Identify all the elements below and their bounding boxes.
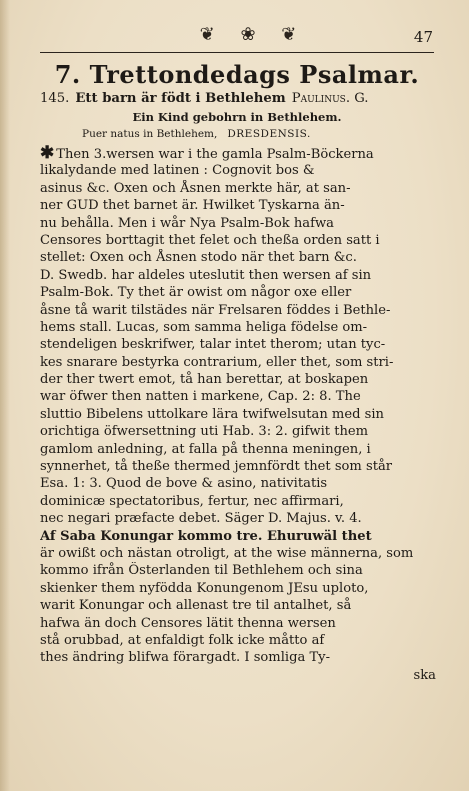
text-line: D. Swedb. har aldeles uteslutit then wersen af sin	[40, 267, 372, 283]
text-line: kommo ifrån Österlanden til Bethlehem och sina	[40, 563, 363, 579]
asterisk-icon: ✱	[40, 145, 55, 163]
page-number: 47	[413, 28, 433, 46]
text-line: war öfwer then natten i markene, Cap. 2: 8. The	[40, 389, 361, 405]
text-line: hems stall. Lucas, som samma heliga födelse om-	[40, 319, 368, 335]
text-line: ner GUD thet barnet är. Hwilket Tyskarna än-	[40, 198, 345, 214]
text-line: synnerhet, tå theße thermed jemnfördt thet som står	[40, 459, 393, 475]
text-line: ✱ Then 3.wersen war i the gamla Psalm-Böckerna	[40, 145, 374, 163]
text-line: Psalm-Bok. Ty thet är owist om någor oxe eller	[40, 285, 352, 301]
german-title: Ein Kind gebohrn in Bethlehem.	[132, 110, 342, 124]
text-line: stå orubbad, at enfaldigt folk icke måtto af	[40, 632, 325, 648]
hymn-title: Ett barn är födt i Bethlehem	[75, 91, 286, 106]
text-line: nec negari præfacte debet. Säger D. Majus. v. 4.	[40, 511, 362, 527]
chapter-title: 7. Trettondedags Psalmar.	[54, 60, 420, 89]
commentary-text	[40, 145, 436, 684]
text-line: nu behålla. Men i wår Nya Psalm-Bok hafwa	[40, 215, 334, 231]
text-line: orichtiga öfwersettning uti Hab. 3: 2. gifwit them	[40, 424, 369, 440]
text-line: stellet: Oxen och Åsnen stodo när thet barn &c.	[40, 250, 357, 266]
text-line: skienker them nyfödda Konungenom JEsu uploto,	[40, 580, 369, 596]
text-line: stendeligen beskrifwer, talar intet therom; utan tyc-	[40, 337, 386, 353]
text-line: der ther twert emot, tå han berettar, at boskapen	[40, 372, 369, 388]
text-line: likalydande med latinen : Cognovit bos &	[40, 163, 315, 179]
text-line: är owißt och nästan otroligt, at the wise männerna, som	[40, 545, 414, 561]
header-rule	[40, 52, 434, 53]
latin-title-line	[82, 128, 422, 140]
page-gutter-shadow	[0, 0, 10, 791]
hymn-number: 145.	[40, 91, 70, 106]
text-line: åsne tå warit tilstädes när Frelsaren föddes i Bethle-	[40, 302, 391, 318]
latin-title: Puer natus in Bethlehem,	[82, 128, 218, 140]
text-line: sluttio Bibelens uttolkare lära twifwelsutan med sin	[40, 406, 384, 422]
text-line: Esa. 1: 3. Quod de bove & asino, nativitatis	[40, 476, 328, 492]
text-line: asinus &c. Oxen och Åsnen merkte här, at san-	[40, 180, 351, 196]
text-line: hafwa än doch Censores lätit thenna wersen	[40, 615, 336, 631]
text-line: Af Saba Konungar kommo tre. Ehuruwäl thet	[40, 528, 372, 544]
text-line: Censores borttagit thet felet och theßa orden satt i	[40, 232, 380, 248]
latin-source: DRESDENSIS.	[227, 128, 311, 140]
catchword: ska	[413, 667, 436, 683]
text-line: dominicæ spectatoribus, fertur, nec affirmari,	[40, 493, 344, 509]
text-line: thes ändring blifwa förargadt. I somliga Ty-	[40, 650, 330, 666]
text-line: gamlom anledning, at falla på thenna meningen, i	[40, 441, 371, 457]
header-ornament: ❦ ❀ ❦	[199, 24, 307, 45]
text-line: kes snarare bestyrka contrarium, eller thet, som stri-	[40, 354, 394, 370]
text-line: warit Konungar och allenast tre til antalhet, så	[40, 598, 352, 614]
hymn-heading	[40, 91, 440, 106]
hymn-author: Paulinus. G.	[291, 91, 369, 106]
